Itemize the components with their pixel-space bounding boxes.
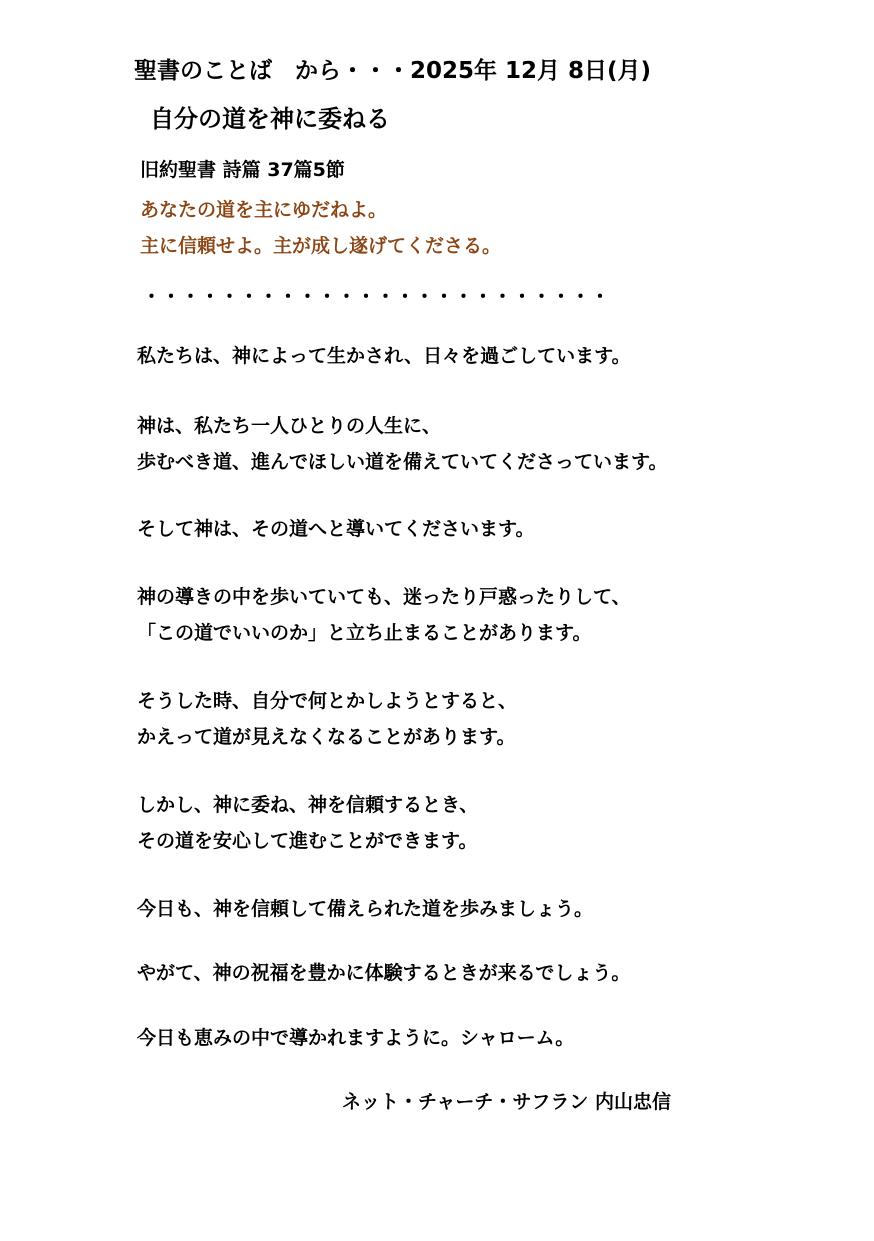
body-line: 今日も、神を信頼して備えられた道を歩みましょう。: [137, 898, 594, 920]
author-signature: ネット・チャーチ・サフラン 内山忠信: [342, 1091, 672, 1113]
page-title: 自分の道を神に委ねる: [150, 105, 390, 133]
body-line: かえって道が見えなくなることがあります。: [137, 726, 516, 748]
body-line: 今日も恵みの中で導かれますように。シャローム。: [137, 1027, 575, 1049]
body-line: その道を安心して進むことができます。: [137, 830, 478, 852]
body-line: 神は、私たち一人ひとりの人生に、: [137, 415, 442, 437]
dotted-separator: ・・・・・・・・・・・・・・・・・・・・・・・・: [142, 286, 611, 308]
scripture-reference: 旧約聖書 詩篇 37篇5節: [140, 159, 345, 181]
body-line: そして神は、その道へと導いてくださいます。: [137, 518, 535, 540]
body-line: やがて、神の祝福を豊かに体験するときが来るでしょう。: [137, 962, 631, 984]
body-line: そうした時、自分で何とかしようとすると、: [137, 690, 518, 712]
scripture-verse-line: 主に信頼せよ。主が成し遂げてくださる。: [140, 235, 502, 257]
body-line: 歩むべき道、進んでほしい道を備えていてくださっています。: [137, 451, 668, 473]
scripture-verse-line: あなたの道を主にゆだねよ。: [140, 199, 388, 221]
body-line: 私たちは、神によって生かされ、日々を過ごしています。: [137, 345, 631, 367]
body-line: 神の導きの中を歩いていても、迷ったり戸惑ったりして、: [137, 586, 631, 608]
body-line: 「この道でいいのか」と立ち止まることがあります。: [137, 622, 592, 644]
header-date-line: 聖書のことば から・・・2025年 12月 8日(月): [134, 58, 652, 84]
body-line: しかし、神に委ね、神を信頼するとき、: [137, 794, 479, 816]
